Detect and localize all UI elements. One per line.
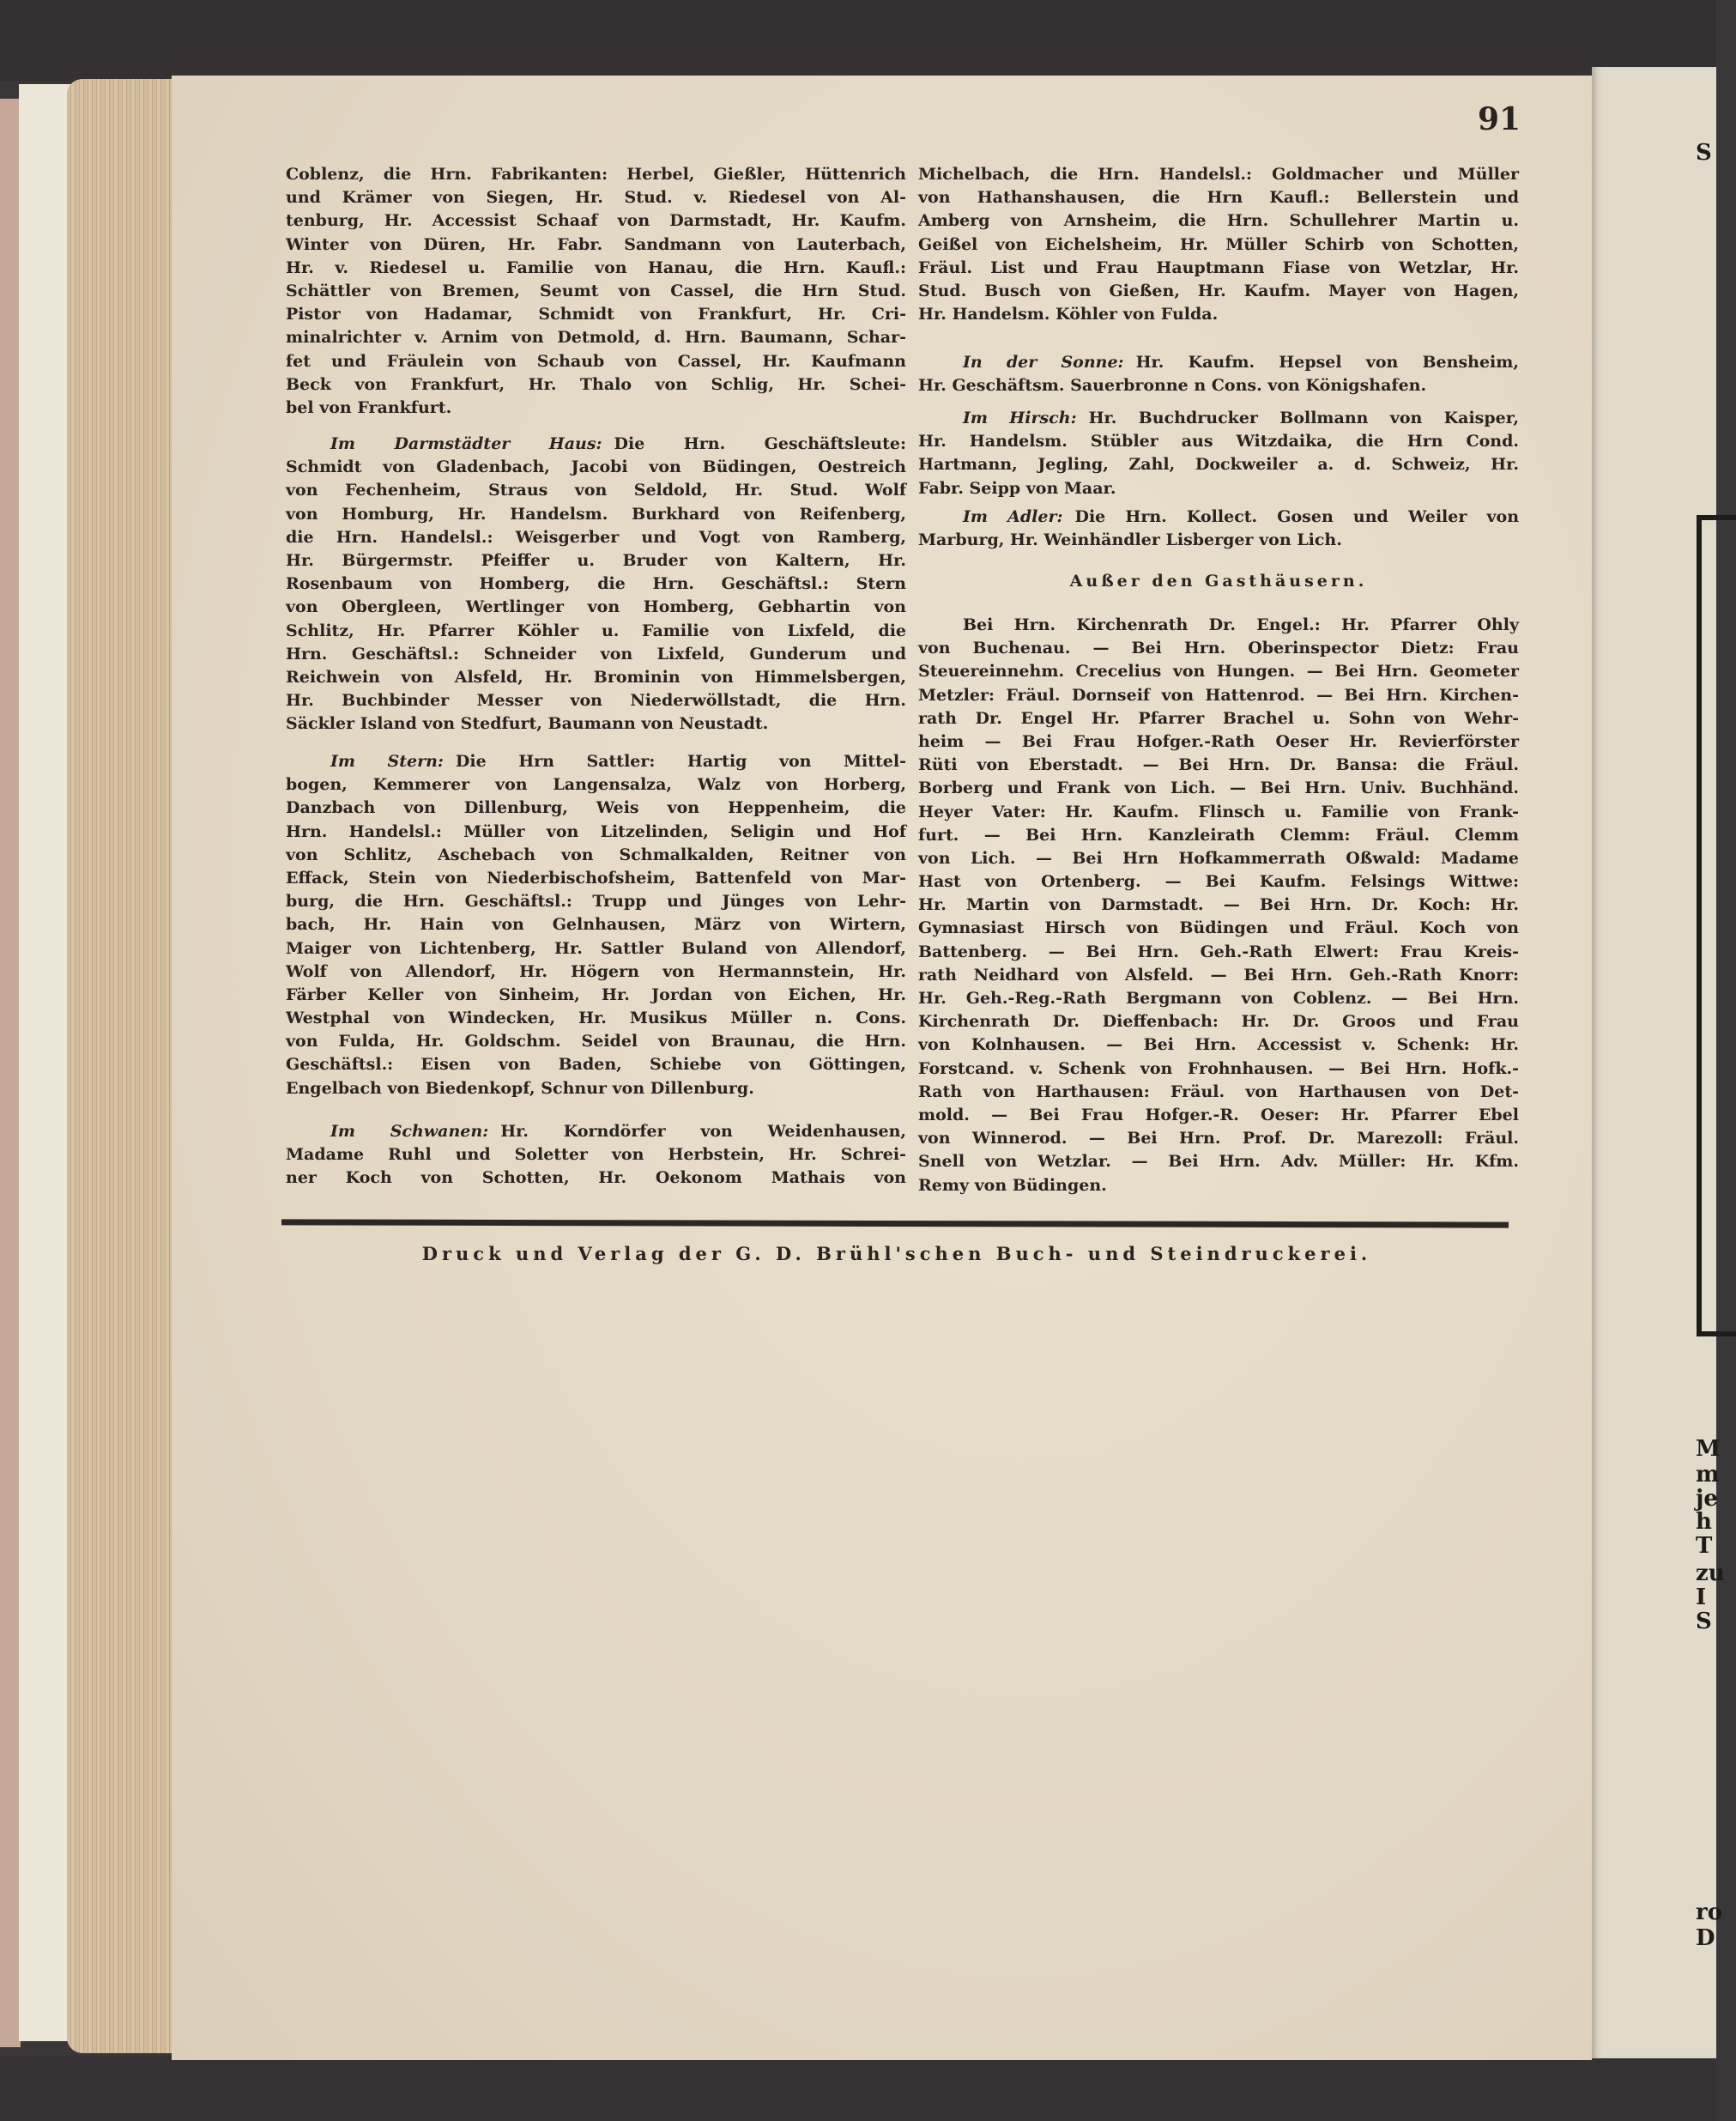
text-line <box>918 917 1519 940</box>
line-text: Marburg, Hr. Weinhändler Lisberger von Lich. <box>918 530 1342 550</box>
line-text: furt. — Bei Hrn. Kanzleirath Clemm: Fräul. Clemm <box>918 825 1519 845</box>
text-line <box>918 430 1519 453</box>
line-text: Hartmann, Jegling, Zahl, Dockweiler a. d. Schweiz, Hr. <box>918 455 1519 475</box>
line-text: Fräul. List und Frau Hauptmann Fiase von Wetzlar, Hr. <box>918 258 1519 277</box>
facing-page-text-fragment: zu <box>1696 1560 1725 1586</box>
line-text: Steuereinnehm. Crecelius von Hungen. — Bei Hrn. Geometer <box>918 662 1519 682</box>
line-text: Effack, Stein von Niederbischofsheim, Battenfeld von Mar- <box>286 868 906 888</box>
text-line <box>286 937 906 961</box>
text-line <box>918 847 1519 870</box>
text-line <box>286 456 906 479</box>
text-line <box>286 433 906 456</box>
text-line <box>286 984 906 1007</box>
text-line <box>918 257 1519 280</box>
line-text: Hr. Geh.-Reg.-Rath Bergmann von Coblenz. — Bei Hrn. <box>918 989 1519 1008</box>
entry-paragraph <box>286 750 906 1100</box>
line-text: Reichwein von Alsfeld, Hr. Brominin von Himmelsbergen, <box>286 667 906 687</box>
text-line <box>918 280 1519 303</box>
book-cover-edge <box>0 99 21 2047</box>
line-text: bogen, Kemmerer von Langensalza, Walz von Horberg, <box>286 775 906 795</box>
inn-name: In der Sonne: <box>963 353 1124 372</box>
line-text: Hr. Handelsm. Köhler von Fulda. <box>918 305 1219 324</box>
line-text: die Hrn. Handelsl.: Weisgerber und Vogt von Ramberg, <box>286 527 906 547</box>
text-line <box>286 1030 906 1053</box>
line-text: Engelbach von Biedenkopf, Schnur von Dillenburg. <box>286 1078 754 1098</box>
line-text: Hr. Geschäftsm. Sauerbronne n Cons. von Königshafen. <box>918 376 1427 396</box>
facing-page-text-fragment: m <box>1696 1462 1720 1488</box>
text-line <box>286 373 906 397</box>
text-line <box>918 186 1519 209</box>
line-text: Hr. Bürgermstr. Pfeiffer u. Bruder von Kaltern, Hr. <box>286 550 906 570</box>
line-text: Schlitz, Hr. Pfarrer Köhler u. Familie von Lixfeld, die <box>286 621 906 640</box>
text-line <box>286 689 906 712</box>
text-line <box>286 750 906 773</box>
text-line <box>286 163 906 186</box>
text-line <box>286 797 906 820</box>
line-text: Geschäftsl.: Eisen von Baden, Schiebe von Göttingen, <box>286 1055 906 1075</box>
line-text: Rüti von Eberstadt. — Bei Hrn. Dr. Bansa: die Fräul. <box>918 755 1519 775</box>
line-text: rath Neidhard von Alsfeld. — Bei Hrn. Geh.-Rath Knorr: <box>918 965 1519 985</box>
line-text: ner Koch von Schotten, Hr. Oekonom Mathais von <box>286 1168 906 1188</box>
line-text: tenburg, Hr. Accessist Schaaf von Darmstadt, Hr. Kaufm. <box>286 211 906 231</box>
text-line <box>918 754 1519 777</box>
inn-name: Im Stern: <box>330 752 444 771</box>
line-text: Hr. Korndörfer von Weidenhausen, <box>500 1122 906 1141</box>
text-line <box>918 374 1519 397</box>
text-line <box>286 712 906 736</box>
text-line <box>286 913 906 936</box>
line-text: von Fechenheim, Straus von Seldold, Hr. Stud. Wolf <box>286 481 906 500</box>
line-text: fet und Fräulein von Schaub von Cassel, Hr. Kaufmann <box>286 351 906 371</box>
text-line <box>286 209 906 233</box>
printer-imprint: Druck und Verlag der G. D. Brühl'schen Buch- und Steindruckerei. <box>421 1243 1372 1264</box>
line-text: Madame Ruhl und Soletter von Herbstein, Hr. Schrei- <box>286 1145 906 1165</box>
text-line <box>918 1010 1519 1033</box>
line-text: von Schlitz, Aschebach von Schmalkalden, Reitner von <box>286 845 906 864</box>
text-line <box>286 526 906 549</box>
text-line <box>918 1174 1519 1197</box>
line-text: von Hathanshausen, die Hrn Kaufl.: Bellerstein und <box>918 188 1519 208</box>
line-text: Schmidt von Gladenbach, Jacobi von Büdingen, Oestreich <box>286 458 906 477</box>
text-line <box>918 303 1519 326</box>
text-line <box>918 529 1519 552</box>
text-line <box>918 987 1519 1010</box>
line-text: Heyer Vater: Hr. Kaufm. Flinsch u. Familie von Frank- <box>918 802 1519 821</box>
text-line <box>286 350 906 373</box>
text-paragraph <box>918 163 1519 326</box>
line-text: Remy von Büdingen. <box>918 1175 1107 1195</box>
line-text: Rath von Harthausen: Fräul. von Harthausen von Det- <box>918 1082 1519 1101</box>
text-line <box>918 506 1519 529</box>
line-text: Hr. v. Riedesel u. Familie von Hanau, die Hrn. Kaufl.: <box>286 258 906 277</box>
line-text: Snell von Wetzlar. — Bei Hrn. Adv. Müller: Hr. Kfm. <box>918 1152 1519 1172</box>
text-line <box>918 453 1519 476</box>
line-text: Coblenz, die Hrn. Fabrikanten: Herbel, Gießler, Hüttenrich <box>286 165 906 184</box>
line-text: Die Hrn Sattler: Hartig von Mittel- <box>455 752 906 771</box>
text-line <box>918 1033 1519 1057</box>
text-line <box>918 637 1519 660</box>
text-line <box>286 821 906 844</box>
line-text: Kirchenrath Dr. Dieffenbach: Hr. Dr. Groos und Frau <box>918 1012 1519 1032</box>
text-line <box>918 1081 1519 1104</box>
line-text: Westphal von Windecken, Hr. Musikus Müller n. Cons. <box>286 1009 906 1028</box>
inn-name: Im Schwanen: <box>330 1122 489 1141</box>
line-text: und Krämer von Siegen, Hr. Stud. v. Riedesel von Al- <box>286 188 906 208</box>
line-text: Gymnasiast Hirsch von Büdingen und Fräul. Koch von <box>918 918 1519 938</box>
line-text: Säckler Island von Stedfurt, Baumann von Neustadt. <box>286 714 769 734</box>
text-line <box>918 614 1519 637</box>
line-text: Winter von Düren, Hr. Fabr. Sandmann von Lauterbach, <box>286 234 906 254</box>
line-text: Fabr. Seipp von Maar. <box>918 478 1116 498</box>
text-line <box>918 1104 1519 1127</box>
facing-page-text-fragment: je <box>1696 1486 1718 1512</box>
line-text: Forstcand. v. Schenk von Frohnhausen. — Bei Hrn. Hofk.- <box>918 1058 1519 1078</box>
text-line <box>286 326 906 349</box>
line-text: heim — Bei Frau Hofger.-Rath Oeser Hr. Revierförster <box>918 731 1519 751</box>
facing-page-text-fragment: S <box>1696 1609 1712 1634</box>
facing-page-text-fragment: h <box>1696 1509 1712 1535</box>
text-line <box>286 1053 906 1076</box>
entry-paragraph <box>918 407 1519 500</box>
text-line <box>286 961 906 984</box>
line-text: Hr. Buchdrucker Bollmann von Kaisper, <box>1088 409 1519 427</box>
entry-paragraph <box>918 351 1519 397</box>
flyleaf-edge <box>19 84 72 2041</box>
text-line <box>286 1167 906 1190</box>
line-text: von Winnerod. — Bei Hrn. Prof. Dr. Marezoll: Fräul. <box>918 1129 1519 1148</box>
line-text: bach, Hr. Hain von Gelnhausen, März von Wirtern, <box>286 915 906 935</box>
line-text: Schättler von Bremen, Seumt von Cassel, die Hrn Stud. <box>286 281 906 300</box>
text-line <box>286 643 906 666</box>
text-line <box>286 890 906 913</box>
line-text: Färber Keller von Sinheim, Hr. Jordan von Eichen, Hr. <box>286 985 906 1004</box>
text-line <box>286 280 906 303</box>
text-line <box>918 1057 1519 1081</box>
inn-name: Im Adler: <box>963 507 1063 526</box>
inn-name: Im Hirsch: <box>963 409 1077 427</box>
facing-page-text-fragment: ro <box>1696 1900 1723 1925</box>
text-line <box>286 303 906 326</box>
line-text: Borberg und Frank von Lich. — Bei Hrn. Univ. Buchhänd. <box>918 779 1519 798</box>
section-heading: Außer den Gasthäusern. <box>1069 572 1368 591</box>
text-line <box>286 503 906 526</box>
text-line <box>286 479 906 502</box>
line-text: Metzler: Fräul. Dornseif von Hattenrod. — Bei Hrn. Kirchen- <box>918 685 1519 705</box>
line-text: Stud. Busch von Gießen, Hr. Kaufm. Mayer von Hagen, <box>918 281 1519 300</box>
text-line <box>286 549 906 573</box>
text-line <box>918 964 1519 987</box>
facing-page-text-fragment: S <box>1696 140 1712 166</box>
text-line <box>286 844 906 867</box>
text-line <box>918 801 1519 824</box>
line-text: Michelbach, die Hrn. Handelsl.: Goldmacher und Müller <box>918 165 1519 184</box>
line-text: Amberg von Arnsheim, die Hrn. Schullehrer Martin u. <box>918 211 1519 231</box>
text-line <box>286 1077 906 1100</box>
line-text: Die Hrn. Geschäftsleute: <box>614 434 906 453</box>
text-line <box>918 163 1519 186</box>
text-line <box>286 773 906 797</box>
line-text: von Fulda, Hr. Goldschm. Seidel von Braunau, die Hrn. <box>286 1032 906 1051</box>
text-line <box>286 596 906 619</box>
line-text: Beck von Frankfurt, Hr. Thalo von Schlig, Hr. Schei- <box>286 374 906 394</box>
line-text: Wolf von Allendorf, Hr. Högern von Hermannstein, Hr. <box>286 961 906 981</box>
text-line <box>918 1127 1519 1150</box>
entry-paragraph <box>286 1120 906 1191</box>
line-text: Battenberg. — Bei Hrn. Geh.-Rath Elwert: Frau Kreis- <box>918 942 1519 961</box>
text-line <box>286 620 906 643</box>
text-line <box>918 824 1519 847</box>
text-line <box>918 407 1519 430</box>
line-text: Pistor von Hadamar, Schmidt von Frankfurt, Hr. Cri- <box>286 305 906 324</box>
text-line <box>286 867 906 890</box>
text-line <box>918 870 1519 894</box>
line-text: von Buchenau. — Bei Hrn. Oberinspector Dietz: Frau <box>918 639 1519 658</box>
page-stack-edges <box>67 79 174 2053</box>
text-line <box>286 397 906 420</box>
facing-page-text-fragment: I <box>1696 1585 1707 1610</box>
text-line <box>918 209 1519 233</box>
scan-background-bottom <box>0 2056 1716 2121</box>
facing-page-text-fragment: M <box>1696 1436 1721 1462</box>
line-text: Hrn. Handelsl.: Müller von Litzelinden, Seligin und Hof <box>286 821 906 841</box>
text-paragraph <box>918 614 1519 1197</box>
text-line <box>918 351 1519 374</box>
line-text: von Lich. — Bei Hrn Hofkammerrath Oßwald: Madame <box>918 848 1519 868</box>
line-text: bel von Frankfurt. <box>286 397 452 417</box>
facing-page-text-fragment: T <box>1696 1533 1713 1559</box>
line-text: Rosenbaum von Homberg, die Hrn. Geschäftsl.: Stern <box>286 574 906 594</box>
text-line <box>286 1143 906 1167</box>
text-line <box>286 186 906 209</box>
line-text: von Obergleen, Wertlinger von Homberg, Gebhartin von <box>286 597 906 617</box>
facing-page-border-box <box>1697 515 1736 1336</box>
line-text: mold. — Bei Frau Hofger.-R. Oeser: Hr. Pfarrer Ebel <box>918 1105 1519 1124</box>
text-line <box>918 941 1519 964</box>
text-line <box>286 666 906 689</box>
text-line <box>918 477 1519 500</box>
line-text: Hr. Kaufm. Hepsel von Bensheim, <box>1135 353 1519 372</box>
text-line <box>286 1007 906 1030</box>
line-text: von Kolnhausen. — Bei Hrn. Accessist v. Schenk: Hr. <box>918 1035 1519 1055</box>
entry-paragraph <box>918 506 1519 552</box>
facing-page-text-fragment: D <box>1696 1925 1715 1951</box>
text-line <box>918 1150 1519 1173</box>
text-line <box>918 730 1519 754</box>
line-text: Bei Hrn. Kirchenrath Dr. Engel.: Hr. Pfarrer Ohly <box>963 615 1519 634</box>
line-text: Die Hrn. Kollect. Gosen und Weiler von <box>1074 507 1520 526</box>
text-line <box>918 777 1519 800</box>
line-text: von Homburg, Hr. Handelsm. Burkhard von Reifenberg, <box>286 504 906 524</box>
text-paragraph <box>286 163 906 420</box>
entry-paragraph <box>286 433 906 736</box>
line-text: Hrn. Geschäftsl.: Schneider von Lixfeld, Gunderum und <box>286 644 906 664</box>
text-line <box>918 894 1519 917</box>
text-line <box>286 1120 906 1143</box>
text-line <box>918 233 1519 257</box>
text-line <box>286 257 906 280</box>
page-number: 91 <box>1478 101 1521 137</box>
text-line <box>918 707 1519 730</box>
text-line <box>918 660 1519 683</box>
line-text: minalrichter v. Arnim von Detmold, d. Hrn. Baumann, Schar- <box>286 328 906 348</box>
line-text: Hr. Handelsm. Stübler aus Witzdaika, die Hrn Cond. <box>918 432 1519 451</box>
text-line <box>286 233 906 257</box>
line-text: Hr. Buchbinder Messer von Niederwöllstadt, die Hrn. <box>286 691 906 711</box>
line-text: Hast von Ortenberg. — Bei Kaufm. Felsings Wittwe: <box>918 872 1519 892</box>
line-text: Danzbach von Dillenburg, Weis von Heppenheim, die <box>286 798 906 818</box>
text-line <box>918 684 1519 707</box>
line-text: burg, die Hrn. Geschäftsl.: Trupp und Jünges von Lehr- <box>286 892 906 912</box>
inn-name: Im Darmstädter Haus: <box>330 434 602 453</box>
line-text: rath Dr. Engel Hr. Pfarrer Brachel u. Sohn von Wehr- <box>918 708 1519 728</box>
line-text: Geißel von Eichelsheim, Hr. Müller Schirb von Schotten, <box>918 234 1519 254</box>
scan-background-top <box>0 0 1716 82</box>
line-text: Hr. Martin von Darmstadt. — Bei Hrn. Dr. Koch: Hr. <box>918 895 1519 915</box>
line-text: Maiger von Lichtenberg, Hr. Sattler Buland von Allendorf, <box>286 938 906 958</box>
text-line <box>286 573 906 596</box>
